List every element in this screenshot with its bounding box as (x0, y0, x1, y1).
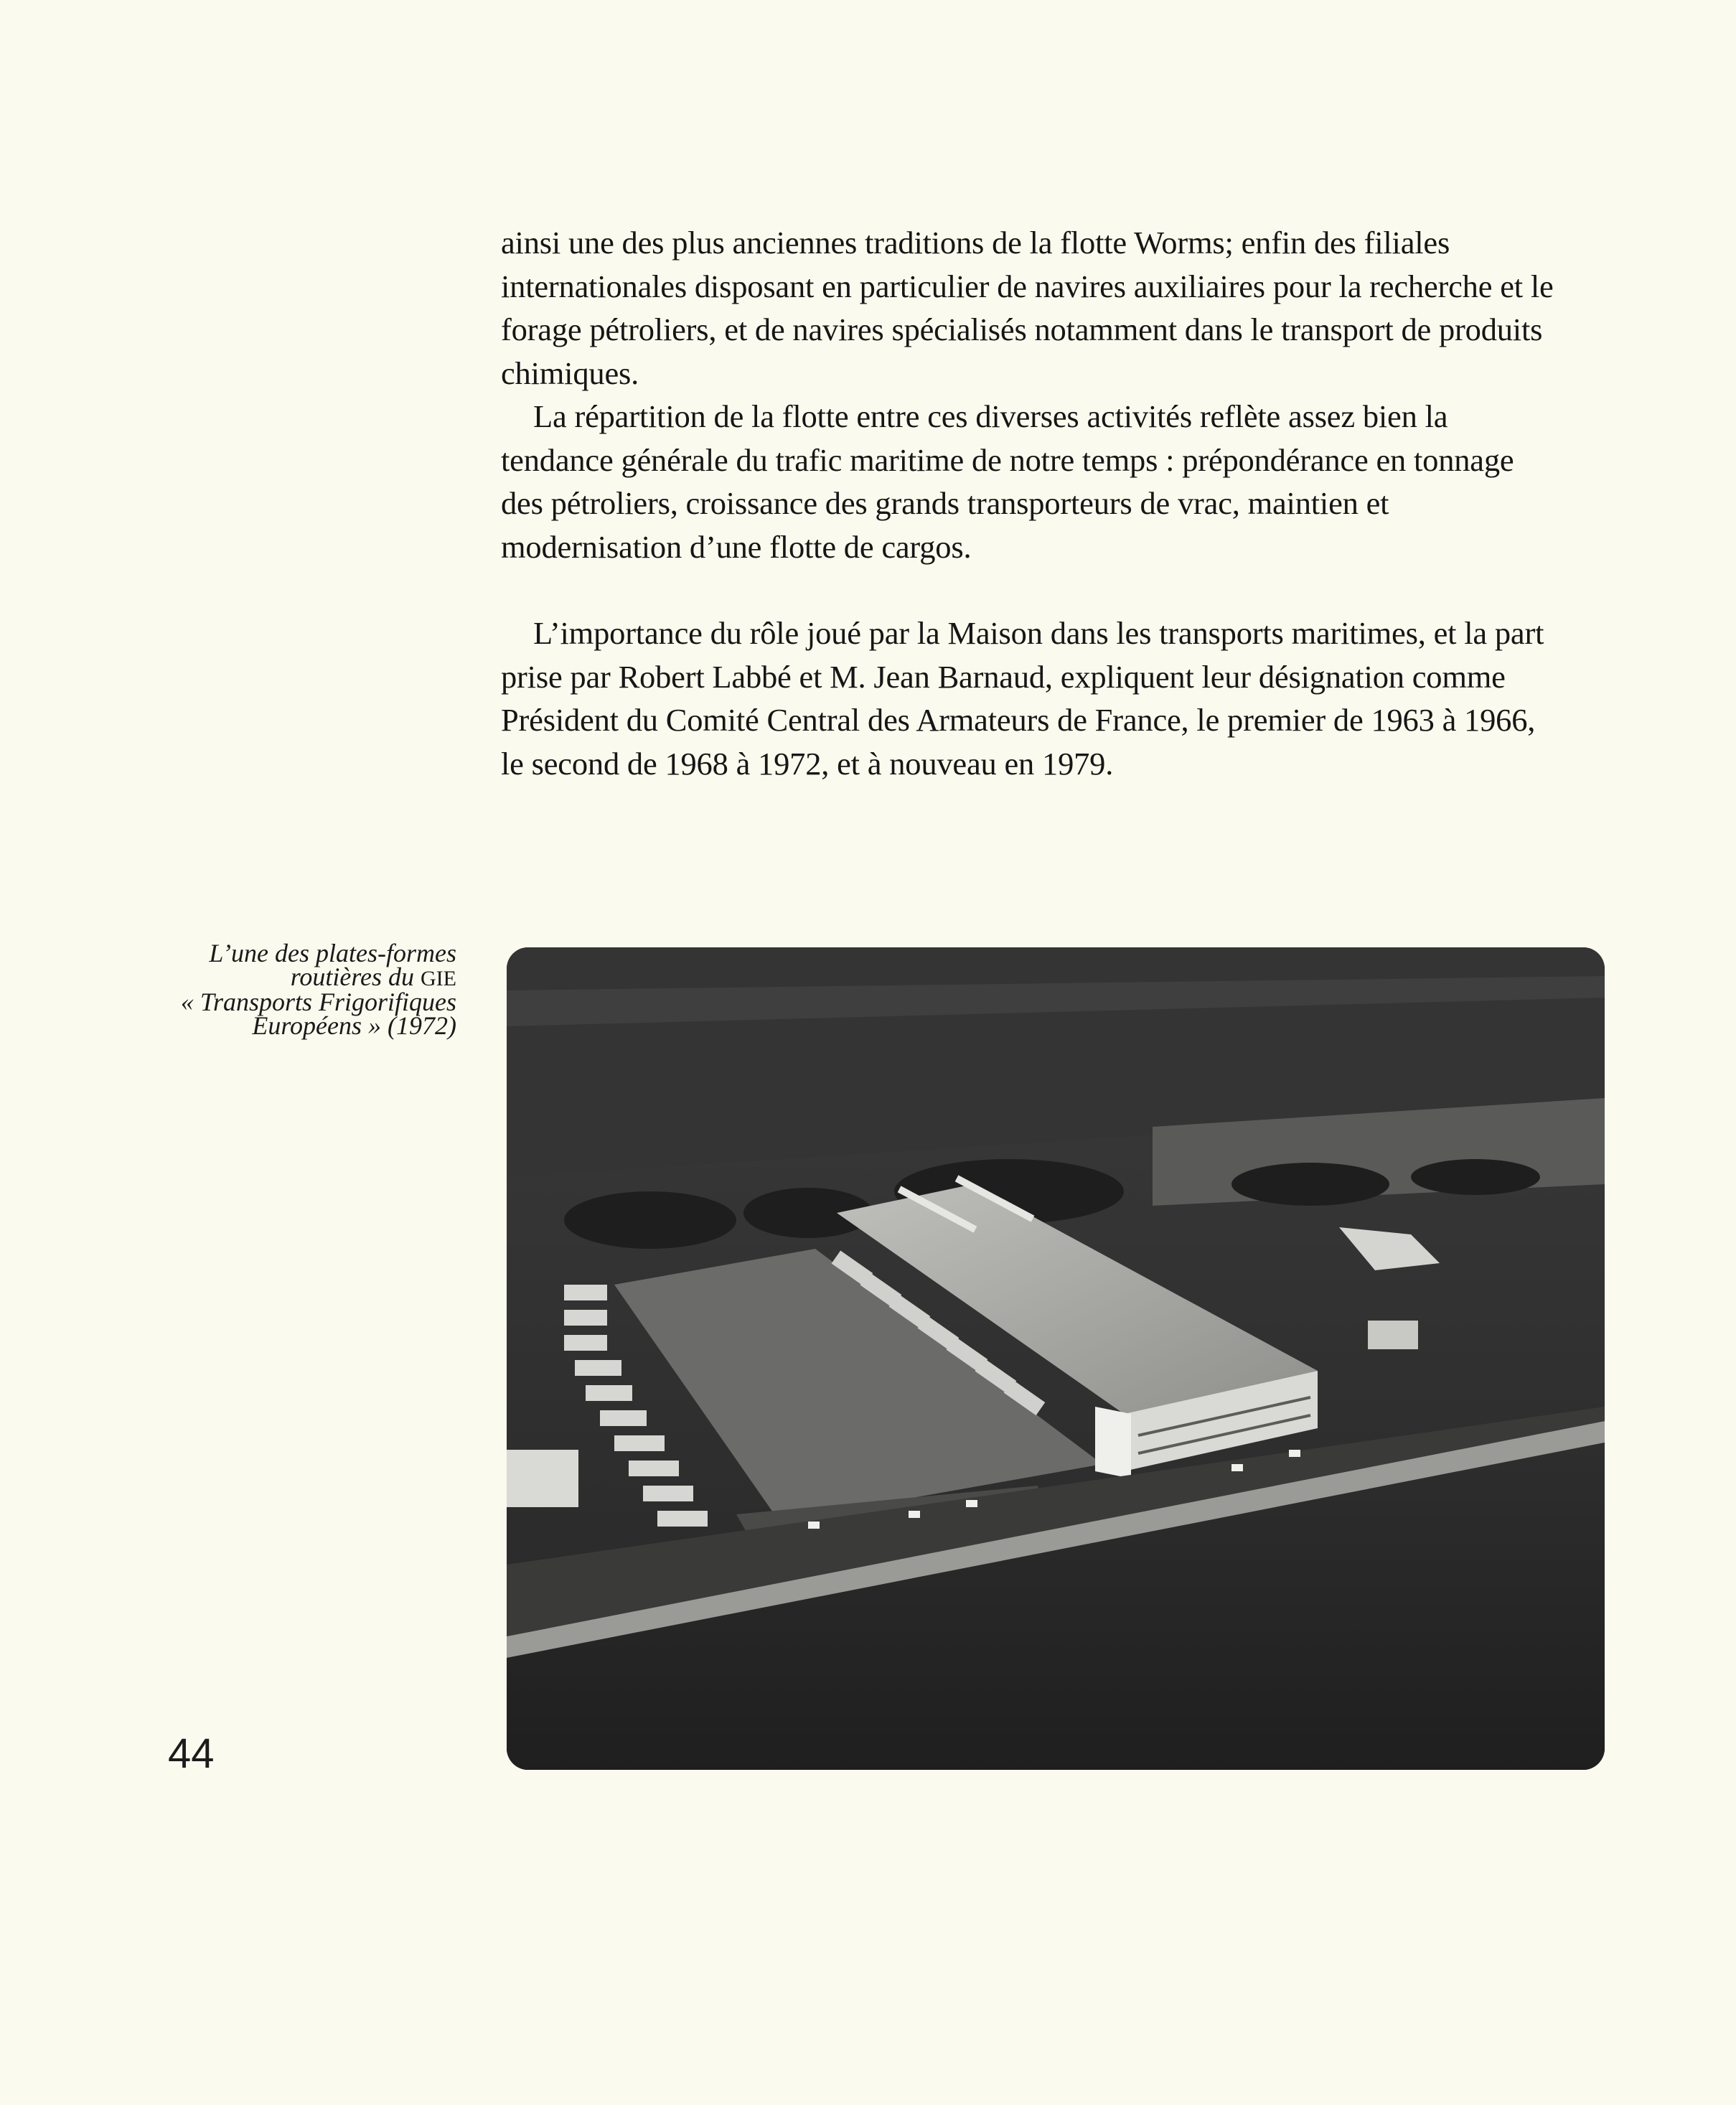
page-number: 44 (168, 1730, 215, 1777)
paragraph-3: L’importance du rôle joué par la Maison dans les transports maritimes, et la part prise par Robert Labbé et M. Jean Barnaud, expliquent leur désignation comme Président du Comité Central des Armateurs de France, le premier de 1963 à 1966, le second de 1968 à 1972, et à nouveau en 1979. (501, 615, 1544, 782)
paragraph-2: La répartition de la flotte entre ces diverses activités reflète assez bien la tendance générale du trafic maritime de notre temps : prépondérance en tonnage des pétroliers, croissance des grands transporteurs de vrac, maintien et modernisation d’une flotte de cargos. (501, 398, 1514, 565)
caption-line-3: « Transports Frigorifiques (180, 988, 456, 1016)
caption-gie: GIE (421, 966, 456, 990)
aerial-photo (507, 947, 1605, 1770)
paragraph-1: ainsi une des plus anciennes traditions de la flotte Worms; enfin des filiales internationales disposant en particulier de navires auxiliaires pour la recherche et le forage pétroliers, et de navires spécialisés notamment dans le transport de produits chimiques. (501, 225, 1554, 391)
photo-caption (129, 939, 456, 1040)
aerial-photo-drawing (507, 947, 1605, 1770)
caption-line-2-text: routières du (290, 962, 421, 991)
body-text (501, 221, 1563, 785)
caption-line-1: L’une des plates-formes (209, 939, 456, 967)
caption-line-2 (129, 962, 456, 991)
caption-line-4: Européens » (1972) (252, 1011, 456, 1040)
